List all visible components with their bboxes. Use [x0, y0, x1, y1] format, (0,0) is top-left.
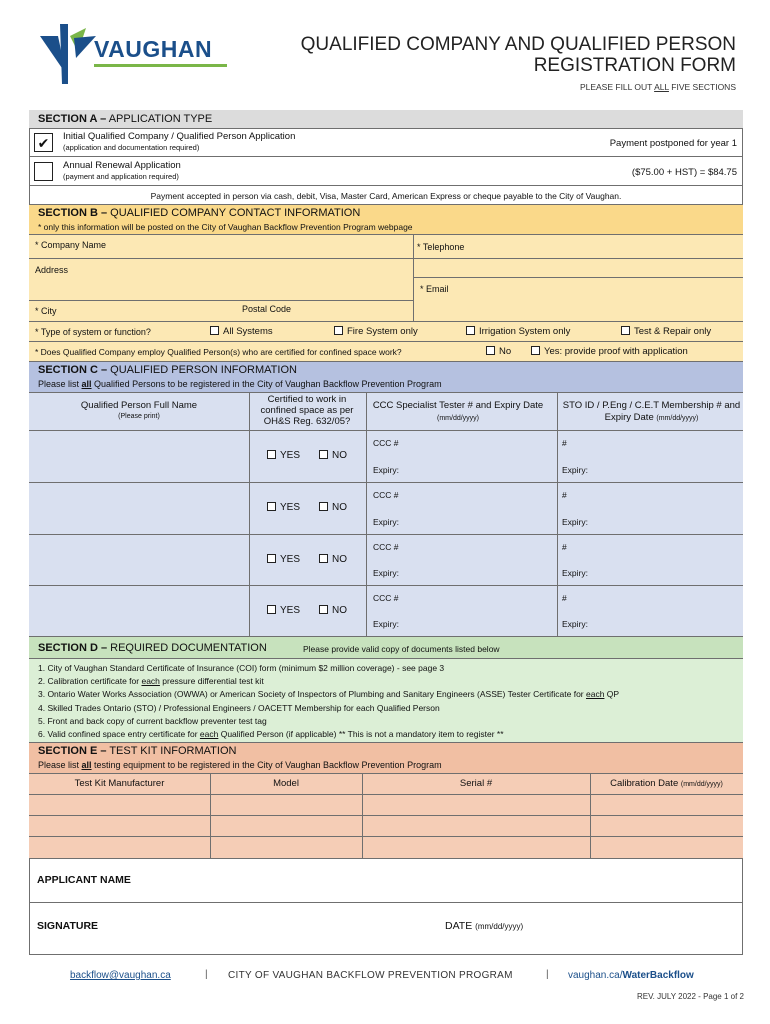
revision-note: REV. JULY 2022 - Page 1 of 2 — [636, 992, 744, 1001]
section-b-subnote: * only this information will be posted on the City of Vaughan Backflow Prevention Program webpage — [38, 222, 413, 232]
qp-yes-option[interactable]: YES — [267, 554, 300, 565]
doc-item-5: 5. Front and back copy of current backflow preventer test tag — [38, 715, 267, 726]
qp-no-checkbox[interactable] — [319, 605, 328, 614]
sto-expiry-label[interactable]: Expiry: — [562, 517, 588, 527]
test-kit-row[interactable] — [29, 795, 743, 816]
sto-expiry-label[interactable]: Expiry: — [562, 465, 588, 475]
confined-no-checkbox[interactable] — [486, 346, 495, 355]
qp-table-header: Qualified Person Full Name (Please print) Certified to work in confined space as per OH&S Reg. 632/05? CCC Specialist Tester # and Expiry Date (mm/dd/yyyy) STO ID / P.Eng / C.E.T Membership # and Expiry Date (mm/dd/yyyy) — [29, 393, 743, 431]
qp-name-input[interactable] — [29, 483, 249, 534]
form-title-line1: QUALIFIED COMPANY AND QUALIFIED PERSON — [300, 34, 736, 55]
section-e — [29, 742, 743, 858]
telephone-field[interactable]: * Telephone — [414, 235, 743, 259]
qp-row — [29, 586, 743, 637]
col-qp-name: Qualified Person Full Name — [80, 400, 198, 411]
col-sto: STO ID / P.Eng / C.E.T Membership # and Expiry Date — [562, 400, 741, 423]
sto-expiry-label[interactable]: Expiry: — [562, 568, 588, 578]
col-serial: Serial # — [459, 778, 493, 789]
section-b-header: SECTION B – QUALIFIED COMPANY CONTACT INFORMATION * only this information will be posted on the City of Vaughan Backflow Prevention Program webpage — [29, 205, 743, 235]
city-field[interactable]: * City Postal Code — [29, 301, 414, 322]
doc-item-1: 1. City of Vaughan Standard Certificate of Insurance (COI) form (minimum $2 million coverage) - see page 3 — [38, 663, 445, 673]
test-kit-table-header: Test Kit Manufacturer Model Serial # Calibration Date (mm/dd/yyyy) — [29, 774, 743, 795]
qp-yes-checkbox[interactable] — [267, 450, 276, 459]
qp-yes-checkbox[interactable] — [267, 605, 276, 614]
confined-no-option[interactable]: No — [486, 346, 511, 357]
col-qp-name-note: (Please print) — [118, 413, 160, 420]
renewal-application-label: Annual Renewal Application — [63, 160, 181, 171]
ccc-expiry-label[interactable]: Expiry: — [373, 619, 399, 629]
qp-name-input[interactable] — [29, 535, 249, 585]
section-d-header: SECTION D – REQUIRED DOCUMENTATION Please provide valid copy of documents listed below — [29, 637, 743, 659]
sto-expiry-label[interactable]: Expiry: — [562, 619, 588, 629]
doc-item-4: 4. Skilled Trades Ontario (STO) / Professional Engineers / OACETT Membership for each Qualified Person — [38, 702, 440, 713]
col-model: Model — [273, 778, 299, 789]
ccc-expiry-label[interactable]: Expiry: — [373, 517, 399, 527]
sto-number-label[interactable]: # — [562, 593, 567, 603]
section-a-header: SECTION A – APPLICATION TYPE — [29, 110, 743, 129]
test-kit-row[interactable] — [29, 816, 743, 837]
footer-divider: | — [205, 969, 208, 980]
qp-no-option[interactable]: NO — [319, 502, 347, 513]
system-type-row: * Type of system or function? All Systems Fire System only Irrigation System only Test & Repair only — [29, 322, 743, 342]
required-docs-list — [38, 662, 742, 741]
qp-no-option[interactable]: NO — [319, 605, 347, 616]
fire-system-checkbox[interactable] — [334, 326, 343, 335]
address-field[interactable]: Address — [29, 259, 414, 301]
applicant-name-label: APPLICANT NAME — [37, 874, 131, 886]
col-ccc: CCC Specialist Tester # and Expiry Date — [372, 400, 544, 411]
qp-row — [29, 483, 743, 535]
payment-methods-note: Payment accepted in person via cash, debit, Visa, Master Card, American Express or cheque payable to the City of Vaughan. — [29, 186, 743, 205]
qp-no-option[interactable]: NO — [319, 554, 347, 565]
ccc-expiry-label[interactable]: Expiry: — [373, 568, 399, 578]
sto-number-label[interactable]: # — [562, 490, 567, 500]
section-b — [29, 205, 743, 361]
test-repair-checkbox[interactable] — [621, 326, 630, 335]
confined-yes-option[interactable]: Yes: provide proof with application — [531, 346, 688, 357]
section-a — [29, 110, 743, 205]
irrigation-system-checkbox[interactable] — [466, 326, 475, 335]
qp-yes-option[interactable]: YES — [267, 450, 300, 461]
ccc-expiry-label[interactable]: Expiry: — [373, 465, 399, 475]
signature-field[interactable] — [29, 903, 743, 955]
footer — [0, 968, 770, 988]
ccc-number-label[interactable]: CCC # — [373, 490, 399, 500]
section-e-header: SECTION E – TEST KIT INFORMATION Please list all testing equipment to be registered in the City of Vaughan Backflow Prevention Program — [29, 743, 743, 774]
section-c-header: SECTION C – QUALIFIED PERSON INFORMATION Please list all Qualified Persons to be registered in the City of Vaughan Backflow Prevention Program — [29, 362, 743, 393]
doc-item-6: 6. Valid confined space entry certificate for each Qualified Person (if applicable) ** This is not a mandatory item to register ** — [38, 729, 504, 740]
test-kit-row[interactable] — [29, 837, 743, 859]
qp-name-input[interactable] — [29, 586, 249, 637]
section-d-note: Please provide valid copy of documents listed below — [303, 644, 500, 654]
col-confined: Certified to work in confined space as per OH&S Reg. 632/05? — [260, 394, 354, 427]
section-d — [29, 636, 743, 742]
postal-code-label: Postal Code — [242, 304, 292, 314]
city-logo — [38, 22, 238, 84]
test-repair-option[interactable]: Test & Repair only — [621, 326, 711, 337]
signature-label: SIGNATURE — [37, 920, 99, 932]
form-title — [301, 34, 736, 76]
qp-row — [29, 535, 743, 586]
ccc-number-label[interactable]: CCC # — [373, 542, 399, 552]
initial-application-checkbox[interactable]: ✔ — [34, 133, 53, 152]
renewal-application-note: (payment and application required) — [63, 172, 179, 181]
sto-number-label[interactable]: # — [562, 438, 567, 448]
option-initial-row — [29, 129, 743, 157]
qp-no-checkbox[interactable] — [319, 450, 328, 459]
initial-application-note: (application and documentation required) — [63, 143, 200, 152]
initial-payment-note: Payment postponed for year 1 — [609, 138, 737, 149]
footer-program: CITY OF VAUGHAN BACKFLOW PREVENTION PROGRAM — [228, 970, 513, 981]
qp-no-checkbox[interactable] — [319, 554, 328, 563]
col-manufacturer: Test Kit Manufacturer — [74, 778, 165, 789]
doc-item-3: 3. Ontario Water Works Association (OWWA) or American Society of Inspectors of Plumbing and Sanitary Engineers (ASSE) Tester Certificate for each QP — [38, 689, 620, 700]
footer-website-link[interactable]: vaughan.ca/WaterBackflow — [568, 970, 694, 981]
all-systems-option[interactable]: All Systems — [210, 326, 273, 337]
logo-underline — [94, 64, 227, 67]
footer-divider: | — [546, 969, 549, 980]
qp-no-checkbox[interactable] — [319, 502, 328, 511]
qp-yes-checkbox[interactable] — [267, 502, 276, 511]
initial-application-label: Initial Qualified Company / Qualified Person Application — [63, 131, 296, 142]
confined-space-row: * Does Qualified Company employ Qualified Person(s) who are certified for confined space work? No Yes: provide proof with application — [35, 346, 688, 357]
doc-item-2: 2. Calibration certificate for each pressure differential test kit — [38, 676, 264, 687]
ccc-number-label[interactable]: CCC # — [373, 593, 399, 603]
applicant-name-field[interactable] — [29, 858, 743, 903]
section-c — [29, 361, 743, 636]
irrigation-system-option[interactable]: Irrigation System only — [466, 326, 570, 337]
qp-yes-option[interactable]: YES — [267, 502, 300, 513]
all-systems-checkbox[interactable] — [210, 326, 219, 335]
company-name-field[interactable]: * Company Name — [29, 235, 414, 259]
qp-yes-checkbox[interactable] — [267, 554, 276, 563]
sto-number-label[interactable]: # — [562, 542, 567, 552]
email-field[interactable]: * Email — [414, 277, 743, 322]
logo-wordmark: VAUGHAN — [94, 36, 213, 62]
qp-yes-option[interactable]: YES — [267, 605, 300, 616]
qp-no-option[interactable]: NO — [319, 450, 347, 461]
ccc-number-label[interactable]: CCC # — [373, 438, 399, 448]
renewal-fee: ($75.00 + HST) = $84.75 — [631, 167, 737, 178]
fire-system-option[interactable]: Fire System only — [334, 326, 418, 337]
date-label: DATE (mm/dd/yyyy) — [445, 920, 524, 932]
col-calibration: Calibration Date — [610, 778, 679, 789]
option-renewal-row — [29, 157, 743, 186]
form-title-line2: REGISTRATION FORM — [533, 55, 736, 76]
vaughan-v-logo-icon — [38, 22, 100, 84]
fill-instruction: PLEASE FILL OUT ALL FIVE SECTIONS — [579, 82, 736, 92]
renewal-application-checkbox[interactable] — [34, 162, 53, 181]
confined-yes-checkbox[interactable] — [531, 346, 540, 355]
footer-email-link[interactable]: backflow@vaughan.ca — [70, 970, 171, 981]
qp-name-input[interactable] — [29, 431, 249, 482]
qp-row — [29, 431, 743, 483]
